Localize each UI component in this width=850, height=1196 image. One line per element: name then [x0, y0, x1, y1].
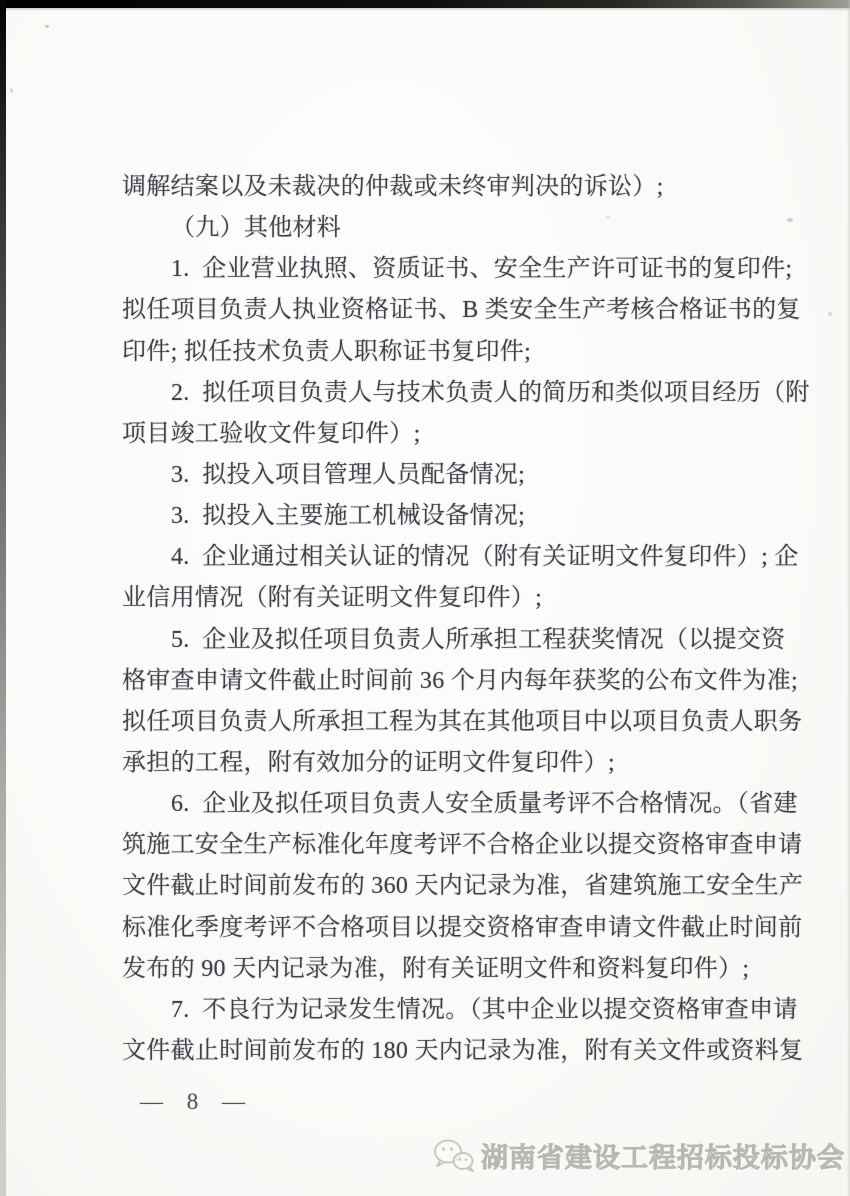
- document-line: 发布的 90 天内记录为准，附有关证明文件和资料复印件）;: [122, 955, 750, 982]
- scan-edge-top-shadow: [0, 8, 850, 11]
- page-number: — 8 —: [140, 1089, 254, 1114]
- document-line: 3. 拟投入主要施工机械设备情况;: [171, 503, 526, 530]
- document-line: （九）其他材料: [171, 215, 342, 242]
- document-line: 6. 企业及拟任项目负责人安全质量考评不合格情况。（省建: [171, 791, 798, 818]
- document-line: 4. 企业通过相关认证的情况（附有关证明文件复印件）; 企: [171, 544, 799, 571]
- document-line: 1. 企业营业执照、资质证书、安全生产许可证书的复印件;: [171, 256, 793, 283]
- document-line: 7. 不良行为记录发生情况。（其中企业以提交资格审查申请: [171, 996, 798, 1023]
- document-line: 拟任项目负责人执业资格证书、B 类安全生产考核合格证书的复: [122, 297, 801, 324]
- document-line: 筑施工安全生产标准化年度考评不合格企业以提交资格审查申请: [122, 832, 803, 859]
- document-line: 承担的工程，附有效加分的证明文件复印件）;: [122, 749, 615, 776]
- document-line: 项目竣工验收文件复印件）;: [122, 420, 421, 447]
- document-line: 2. 拟任项目负责人与技术负责人的简历和类似项目经历（附: [171, 379, 810, 406]
- document-line: 调解结案以及未裁决的仲裁或未终审判决的诉讼）;: [122, 174, 664, 200]
- document-body: [122, 167, 810, 1072]
- document-line: 格审查申请文件截止时间前 36 个月内每年获奖的公布文件为准;: [122, 667, 798, 694]
- document-line: 文件截止时间前发布的 180 天内记录为准，附有关文件或资料复: [122, 1037, 804, 1064]
- document-line: 3. 拟投入项目管理人员配备情况;: [171, 461, 526, 488]
- scan-edge-top: [0, 0, 850, 8]
- scan-speck: [45, 25, 49, 28]
- document-line: 拟任项目负责人所承担工程为其在其他项目中以项目负责人职务: [122, 708, 803, 735]
- document-line: 印件; 拟任技术负责人职称证书复印件;: [122, 338, 532, 365]
- wechat-icon: [432, 1138, 476, 1174]
- scan-speck: [828, 312, 832, 316]
- watermark: [432, 1136, 845, 1175]
- scan-edge-left: [0, 0, 6, 1196]
- document-line: 文件截止时间前发布的 360 天内记录为准，省建筑施工安全生产: [122, 873, 804, 900]
- watermark-text: 湖南省建设工程招标投标协会: [481, 1143, 845, 1173]
- document-line: 业信用情况（附有关证明文件复印件）;: [122, 585, 543, 612]
- document-line: 标准化季度考评不合格项目以提交资格审查申请文件截止时间前: [122, 914, 803, 941]
- document-line: 5. 企业及拟任项目负责人所承担工程获奖情况（以提交资: [171, 626, 786, 653]
- scan-speck: [10, 88, 13, 93]
